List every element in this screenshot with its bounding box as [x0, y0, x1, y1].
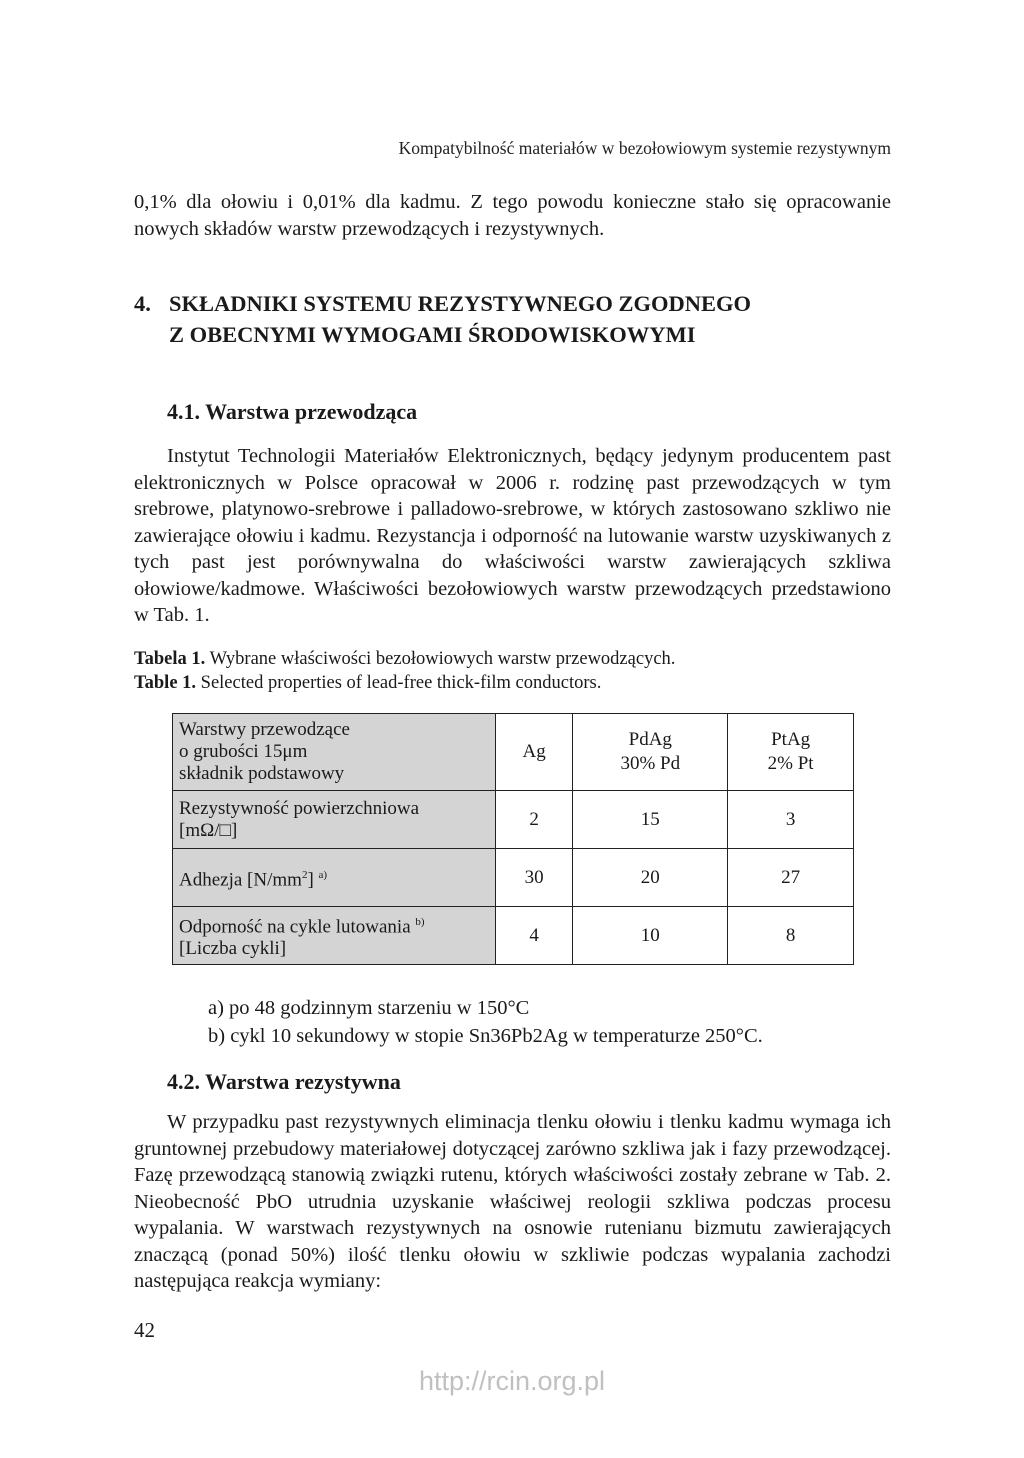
row-label-superscript: 2	[301, 868, 308, 881]
properties-table	[172, 713, 854, 965]
row-label-adhesion	[173, 849, 496, 907]
table-header-ag: Ag	[496, 714, 573, 791]
cell-ag: 4	[496, 907, 573, 965]
cell-ptag: 27	[728, 849, 854, 907]
header-ptag-line2: 2% Pt	[767, 753, 814, 774]
subsection-title-4-1: 4.1. Warstwa przewodząca	[167, 399, 418, 424]
subsection-4-2-paragraph: W przypadku past rezystywnych eliminacja tlenku ołowiu i tlenku kadmu wymaga ich gruntownej przebudowy materiałowej dotyczącej zarówno szkliwa jak i fazy przewodzącej. Fazę przewodzącą stanowią związki rutenu, których właściwości zostały zebrane w Tab. 2. Nieobecność PbO utrudnia uzyskanie właściwej reologii szkliwa podczas procesu wypalania. W warstwach rezystywnych na osnowie rutenianu bizmutu zawierających znaczącą (ponad 50%) ilość tlenku ołowiu w szkliwie podczas wypalania zachodzi następująca reakcja wymiany:	[134, 1111, 891, 1292]
cell-ag: 2	[496, 791, 573, 849]
table-header-label	[173, 714, 496, 791]
table-caption-en-text: Selected properties of lead-free thick-film conductors.	[196, 673, 602, 693]
section-title-line2: Z OBECNYMI WYMOGAMI ŚRODOWISKOWYMI	[169, 322, 696, 347]
table-header-pdag	[573, 714, 728, 791]
subsection-4-1-paragraph: Instytut Technologii Materiałów Elektronicznych, będący jedynym producentem past elektronicznych w Polsce opracował w 2006 r. rodzinę past przewodzących w tym srebrowe, platynowo-srebrowe i palladowo-srebrowe, w których zastosowano szkliwo nie zawierające ołowiu i kadmu. Rezystancja i odporność na lutowanie warstw uzyskiwanych z tych past jest porównywalna do właściwości warstw zawierających szkliwa ołowiowe/kadmowe. Właściwości bezołowiowych warstw przewodzących przedstawiono w Tab. 1.	[134, 445, 891, 626]
table-row	[173, 907, 854, 965]
intro-paragraph: 0,1% dla ołowiu i 0,01% dla kadmu. Z tego powodu konieczne stało się opracowanie nowych składów warstw przewodzących i rezystywnych.	[134, 191, 891, 240]
table-caption-en-label: Table 1.	[134, 673, 197, 693]
cell-pdag: 10	[573, 907, 728, 965]
table-caption-en	[134, 671, 891, 695]
row-label-solder-cycles	[173, 907, 496, 965]
header-label-line3: składnik podstawowy	[179, 763, 345, 784]
row-label-resistivity	[173, 791, 496, 849]
footnote-a: a) po 48 godzinnym starzeniu w 150°C	[208, 997, 530, 1019]
page-number: 42	[134, 1318, 155, 1342]
header-label-line1: Warstwy przewodzące	[179, 719, 350, 740]
footnote-b: b) cykl 10 sekundowy w stopie Sn36Pb2Ag w temperaturze 250°C.	[208, 1025, 763, 1047]
cell-pdag: 20	[573, 849, 728, 907]
footnote-marker: b)	[415, 915, 425, 928]
cell-ptag: 3	[728, 791, 854, 849]
watermark-url: http://rcin.org.pl	[418, 1366, 606, 1396]
section-title	[134, 288, 891, 350]
table-header-ptag	[728, 714, 854, 791]
subsection-title-4-2: 4.2. Warstwa rezystywna	[167, 1069, 401, 1094]
header-pdag-line1: PdAg	[628, 729, 672, 750]
row-label-line2: [Liczba cykli]	[179, 938, 287, 960]
table-caption-pl-text: Wybrane właściwości bezołowiowych warstw przewodzących.	[205, 649, 676, 669]
row-label-line1: Rezystywność powierzchniowa	[179, 797, 420, 819]
cell-pdag: 15	[573, 791, 728, 849]
cell-ag: 30	[496, 849, 573, 907]
header-pdag-line2: 30% Pd	[620, 753, 681, 774]
running-header: Kompatybilność materiałów w bezołowiowym systemie rezystywnym	[398, 138, 891, 158]
cell-ptag: 8	[728, 907, 854, 965]
table-header-row	[173, 714, 854, 791]
table-caption-pl	[134, 647, 891, 671]
row-label-tail: ]	[307, 869, 314, 891]
table-row	[173, 791, 854, 849]
section-title-line1: SKŁADNIKI SYSTEMU REZYSTYWNEGO ZGODNEGO	[169, 291, 751, 316]
table-caption-pl-label: Tabela 1.	[134, 649, 206, 669]
section-number: 4.	[134, 291, 151, 316]
header-label-line2: o grubości 15μm	[179, 741, 308, 762]
footnote-marker: a)	[318, 868, 328, 881]
row-label-line1: Odporność na cykle lutowania	[179, 916, 411, 938]
row-label-line2: [mΩ/□]	[179, 819, 238, 841]
table-row	[173, 849, 854, 907]
header-ptag-line1: PtAg	[771, 729, 811, 750]
row-label-text: Adhezja [N/mm	[179, 869, 302, 891]
